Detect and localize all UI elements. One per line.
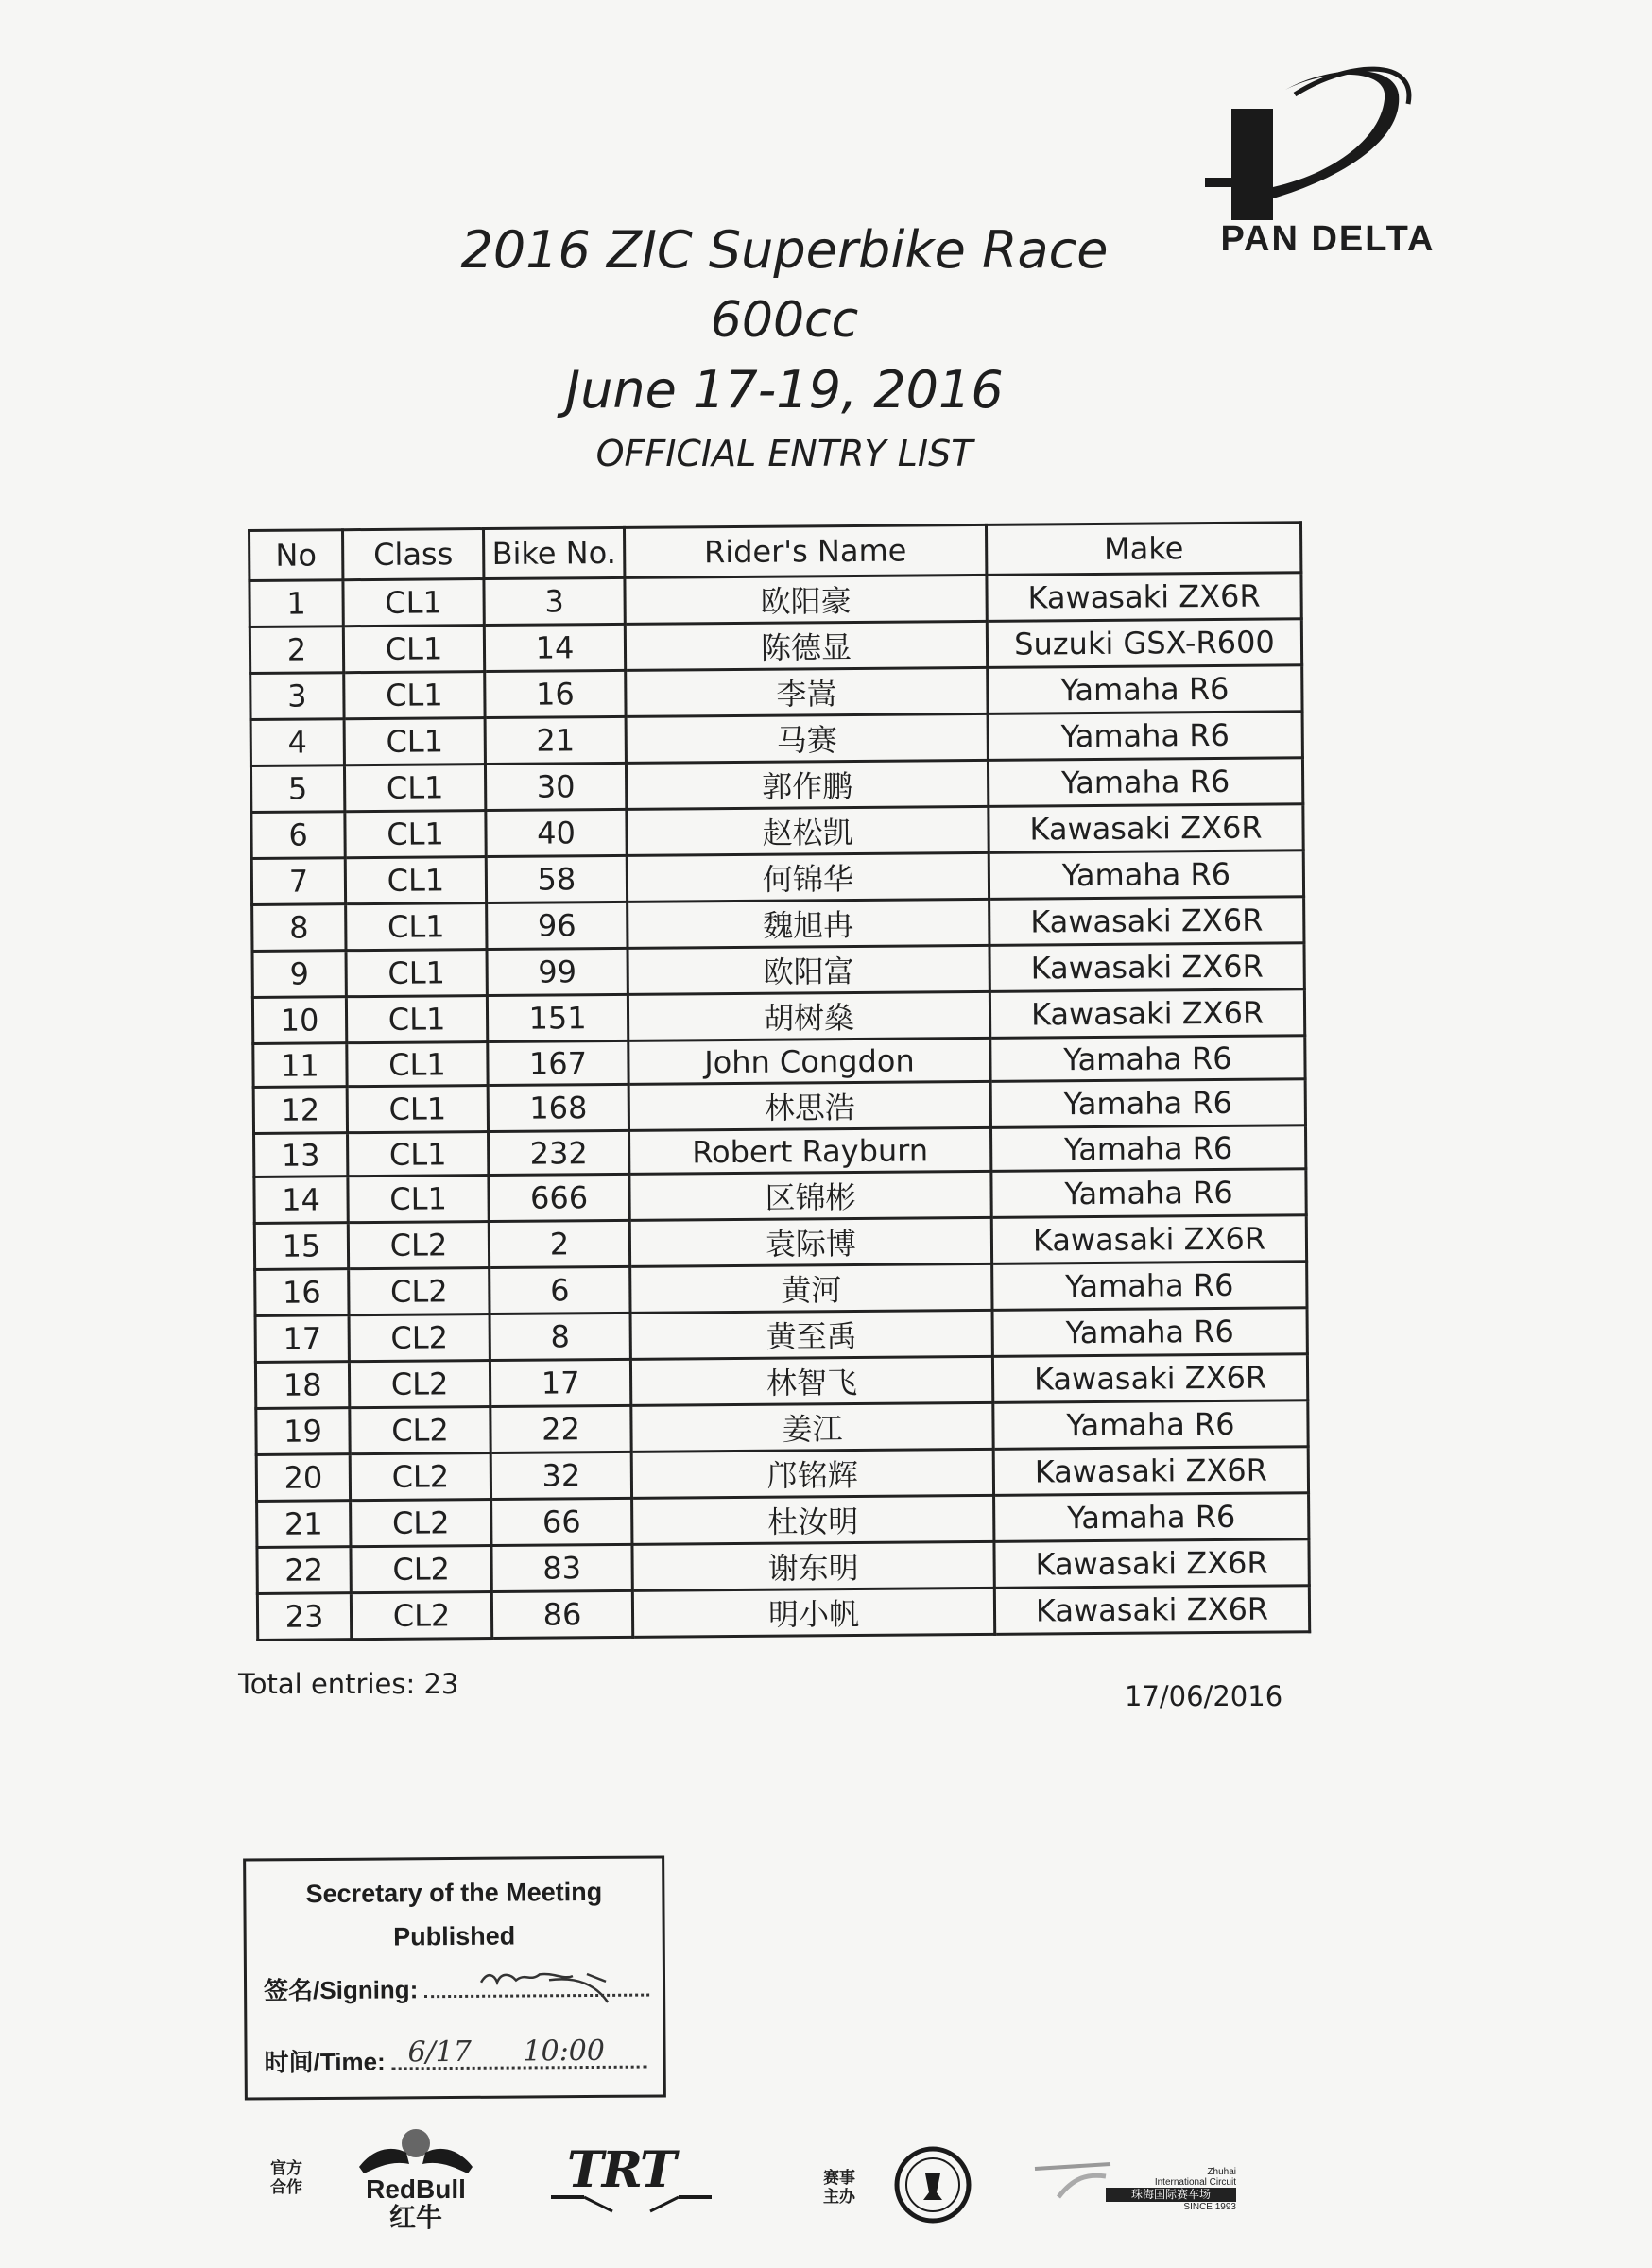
cell-rider-name: 赵松凯 — [627, 806, 989, 855]
cell-class: CL1 — [344, 765, 485, 812]
table-row — [254, 1215, 1306, 1270]
organizer-seal-icon — [893, 2145, 973, 2225]
cell-no: 14 — [254, 1177, 348, 1224]
cell-rider-name: 胡树燊 — [628, 991, 989, 1040]
cell-bike-no: 99 — [487, 948, 628, 995]
zic-wordmark — [1106, 2167, 1236, 2212]
secretary-stamp — [243, 1855, 666, 2100]
table-row — [257, 1493, 1309, 1548]
stamp-title: Secretary of the Meeting — [305, 1877, 603, 1909]
table-row — [250, 758, 1302, 813]
cell-no: 18 — [255, 1362, 349, 1409]
cell-no: 13 — [254, 1133, 348, 1177]
header-rider-name: Rider's Name — [624, 524, 986, 577]
zic-since: SINCE 1993 — [1183, 2202, 1236, 2212]
signature-icon — [473, 1953, 634, 2011]
cell-rider-name: 魏旭冉 — [628, 899, 989, 948]
zic-swoosh-icon — [1030, 2159, 1115, 2202]
cell-bike-no: 151 — [487, 994, 628, 1041]
cell-class: CL2 — [351, 1500, 491, 1547]
table-row — [255, 1308, 1307, 1363]
cell-class: CL2 — [351, 1592, 491, 1640]
list-title: OFFICIAL ENTRY LIST — [595, 433, 973, 474]
cell-class: CL2 — [351, 1546, 491, 1593]
cell-no: 10 — [252, 997, 346, 1044]
trt-wordmark: TRT — [567, 2141, 675, 2199]
cell-make: Kawasaki ZX6R — [991, 1215, 1306, 1264]
cell-no: 17 — [255, 1315, 349, 1363]
cell-make: Yamaha R6 — [993, 1400, 1308, 1450]
table-body — [250, 573, 1310, 1641]
table-row — [252, 989, 1304, 1044]
organizer-label: 赛事主办 — [823, 2169, 855, 2206]
cell-class: CL1 — [347, 1042, 488, 1087]
cell-no: 20 — [256, 1454, 350, 1502]
cell-rider-name: 陈德显 — [625, 621, 987, 670]
cell-make: Kawasaki ZX6R — [989, 989, 1304, 1039]
cell-no: 2 — [250, 627, 343, 674]
table-row — [252, 897, 1304, 952]
header-no: No — [250, 530, 343, 581]
redbull-en: RedBull — [366, 2174, 466, 2204]
cell-rider-name: 欧阳富 — [628, 945, 989, 994]
table-row — [257, 1539, 1309, 1594]
cell-bike-no: 2 — [489, 1220, 629, 1267]
cell-bike-no: 58 — [486, 855, 627, 902]
event-title: 2016 ZIC Superbike Race — [460, 220, 1109, 280]
cell-rider-name: 姜江 — [631, 1402, 993, 1452]
cell-make: Yamaha R6 — [989, 850, 1303, 900]
cell-bike-no: 66 — [491, 1498, 632, 1545]
zic-line1: Zhuhai — [1207, 2167, 1236, 2177]
cell-rider-name: 郭作鹏 — [626, 760, 988, 809]
cell-bike-no: 96 — [487, 902, 628, 949]
cell-class: CL1 — [343, 626, 484, 673]
cell-make: Kawasaki ZX6R — [992, 1354, 1307, 1403]
cell-rider-name: 邝铭辉 — [631, 1449, 993, 1498]
redbull-cn: 红牛 — [388, 2203, 442, 2232]
cell-class: CL1 — [345, 857, 486, 904]
table-row — [256, 1400, 1308, 1455]
redbull-bulls-icon — [354, 2124, 477, 2181]
cell-make: Kawasaki ZX6R — [994, 1539, 1309, 1589]
cell-class: CL2 — [349, 1361, 490, 1408]
cell-rider-name: 林思浩 — [628, 1081, 990, 1130]
cell-make: Kawasaki ZX6R — [994, 1586, 1309, 1635]
pan-delta-brand: PAN DELTA — [1220, 219, 1436, 259]
cell-make: Yamaha R6 — [992, 1262, 1307, 1311]
cell-bike-no: 232 — [489, 1130, 629, 1175]
cell-rider-name: 林智飞 — [630, 1356, 992, 1405]
cell-make: Yamaha R6 — [990, 1125, 1305, 1172]
cell-class: CL2 — [348, 1222, 489, 1269]
cell-bike-no: 32 — [490, 1452, 631, 1499]
cell-make: Yamaha R6 — [988, 758, 1302, 807]
header-bike-no: Bike No. — [484, 527, 625, 578]
cell-class: CL1 — [345, 811, 486, 858]
entry-table — [248, 521, 1311, 1641]
cell-make: Kawasaki ZX6R — [989, 943, 1304, 992]
cell-no: 23 — [257, 1593, 351, 1641]
cell-bike-no: 168 — [488, 1084, 628, 1131]
cell-rider-name: 谢东明 — [632, 1541, 994, 1590]
publish-date: 17/06/2016 — [1125, 1680, 1283, 1712]
cell-bike-no: 83 — [491, 1544, 632, 1591]
time-label: 时间/Time: — [264, 2047, 386, 2077]
cell-bike-no: 666 — [489, 1174, 629, 1221]
cell-no: 12 — [253, 1087, 347, 1134]
cell-bike-no: 40 — [486, 809, 627, 856]
cell-bike-no: 21 — [485, 716, 626, 764]
cell-bike-no: 16 — [485, 670, 626, 717]
table-row — [252, 943, 1304, 998]
cell-class: CL1 — [346, 996, 487, 1043]
cell-no: 21 — [257, 1501, 351, 1548]
cell-class: CL2 — [349, 1268, 490, 1315]
table-row — [257, 1586, 1309, 1641]
event-class: 600cc — [710, 292, 859, 349]
cell-class: CL1 — [343, 579, 484, 627]
cell-class: CL1 — [347, 1086, 488, 1133]
event-dates: June 17-19, 2016 — [565, 360, 1004, 420]
cell-no: 9 — [252, 951, 346, 998]
cell-make: Kawasaki ZX6R — [989, 804, 1303, 853]
cell-rider-name: 马赛 — [626, 713, 988, 763]
cell-rider-name: 袁际博 — [629, 1217, 991, 1266]
cell-class: CL1 — [344, 718, 485, 765]
table-row — [253, 1079, 1305, 1134]
cell-class: CL2 — [349, 1314, 490, 1362]
cell-no: 1 — [250, 580, 343, 627]
cell-bike-no: 17 — [490, 1359, 630, 1406]
cell-rider-name: John Congdon — [628, 1038, 990, 1084]
time-handwritten-value: 6/17 10:00 — [407, 2034, 606, 2070]
header-make: Make — [986, 523, 1300, 576]
cell-make: Kawasaki ZX6R — [987, 573, 1301, 622]
signing-label: 签名/Signing: — [263, 1975, 419, 2005]
table-row — [250, 573, 1301, 627]
cell-rider-name: 何锦华 — [627, 852, 989, 902]
zic-line2: International Circuit — [1154, 2177, 1236, 2188]
cell-class: CL2 — [350, 1407, 490, 1454]
cell-class: CL1 — [346, 903, 487, 951]
cell-no: 22 — [257, 1547, 351, 1594]
cell-rider-name: 区锦彬 — [629, 1171, 991, 1220]
cell-no: 3 — [250, 673, 344, 720]
table-row — [255, 1262, 1307, 1316]
cell-class: CL1 — [348, 1176, 489, 1223]
cell-make: Yamaha R6 — [988, 665, 1302, 714]
official-partner-label: 官方合作 — [270, 2159, 302, 2196]
table-row — [250, 619, 1301, 674]
cell-rider-name: 黄河 — [630, 1263, 992, 1313]
cell-rider-name: 杜汝明 — [632, 1495, 994, 1544]
cell-no: 7 — [251, 858, 345, 905]
cell-bike-no: 86 — [491, 1590, 632, 1638]
cell-no: 11 — [253, 1043, 347, 1088]
cell-no: 16 — [255, 1269, 349, 1316]
cell-rider-name: 黄至禹 — [630, 1310, 992, 1359]
cell-make: Yamaha R6 — [990, 1079, 1305, 1128]
title-block — [340, 215, 1229, 482]
table-row — [255, 1354, 1307, 1409]
table-header-row — [250, 523, 1301, 581]
cell-no: 8 — [252, 904, 346, 952]
cell-no: 6 — [251, 812, 345, 859]
cell-rider-name: 明小帆 — [632, 1588, 994, 1637]
table-row — [256, 1447, 1308, 1502]
cell-make: Yamaha R6 — [992, 1308, 1307, 1357]
cell-make: Yamaha R6 — [991, 1169, 1306, 1218]
zic-cn: 珠海国际赛车场 — [1106, 2188, 1236, 2202]
cell-rider-name: 李嵩 — [626, 667, 988, 716]
table-row — [250, 712, 1302, 766]
cell-bike-no: 167 — [488, 1040, 628, 1085]
stamp-published: Published — [393, 1921, 516, 1951]
cell-no: 4 — [250, 719, 344, 766]
cell-make: Kawasaki ZX6R — [989, 897, 1304, 946]
cell-bike-no: 8 — [490, 1313, 630, 1360]
cell-bike-no: 6 — [490, 1266, 630, 1314]
cell-rider-name: 欧阳豪 — [625, 575, 987, 624]
cell-class: CL1 — [348, 1132, 489, 1177]
cell-make: Kawasaki ZX6R — [993, 1447, 1308, 1496]
cell-no: 5 — [250, 765, 344, 813]
header-class: Class — [343, 529, 484, 580]
cell-make: Yamaha R6 — [990, 1036, 1305, 1082]
cell-class: CL1 — [346, 950, 487, 997]
table-row — [251, 804, 1303, 859]
cell-bike-no: 3 — [484, 577, 625, 625]
table-row — [250, 665, 1302, 720]
cell-class: CL1 — [344, 672, 485, 719]
cell-make: Yamaha R6 — [994, 1493, 1309, 1542]
table-row — [254, 1169, 1306, 1224]
cell-rider-name: Robert Rayburn — [629, 1127, 991, 1174]
cell-bike-no: 22 — [490, 1405, 631, 1452]
cell-class: CL2 — [350, 1453, 490, 1501]
cell-bike-no: 14 — [484, 624, 625, 671]
cell-make: Yamaha R6 — [988, 712, 1302, 761]
cell-bike-no: 30 — [485, 763, 626, 810]
table-row — [251, 850, 1303, 905]
cell-no: 19 — [256, 1408, 350, 1455]
total-entries: Total entries: 23 — [238, 1668, 459, 1700]
cell-no: 15 — [254, 1223, 348, 1270]
redbull-wordmark — [350, 2175, 482, 2232]
cell-make: Suzuki GSX-R600 — [987, 619, 1301, 668]
